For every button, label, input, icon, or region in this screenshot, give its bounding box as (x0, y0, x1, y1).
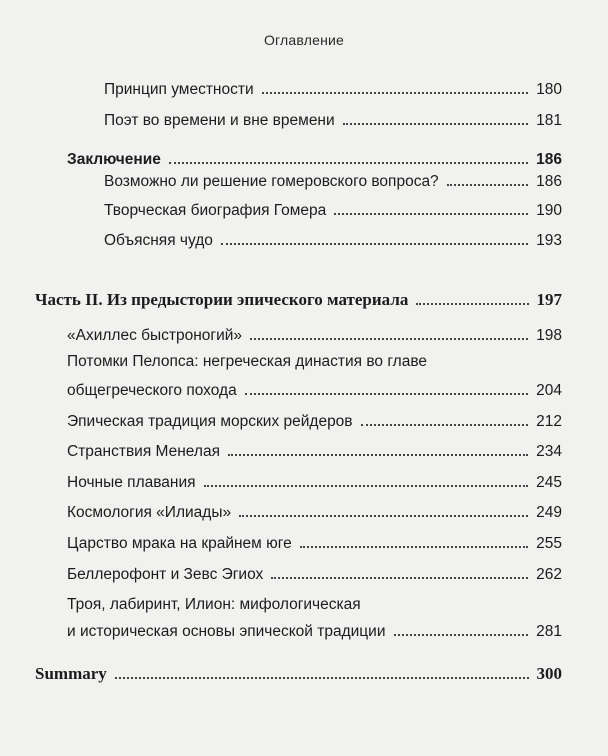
toc-entry-title: Объясняя чудо (104, 232, 213, 249)
dot-leader (343, 123, 528, 125)
toc-entry-page: 186 (536, 173, 562, 190)
toc-entry[interactable] (67, 321, 562, 345)
toc-entry-title: общегреческого похода (67, 382, 237, 399)
toc-entry-page: 197 (536, 290, 562, 309)
toc-entry-title: Summary (35, 664, 107, 683)
toc-entry-page: 255 (536, 535, 562, 552)
toc-entry-title: Принцип уместности (104, 81, 254, 98)
toc-entry[interactable] (67, 407, 562, 431)
toc-entry-title: Часть II. Из предыстории эпического материала (35, 290, 409, 309)
toc-entry-page: 198 (536, 327, 562, 344)
dot-leader (300, 546, 528, 548)
toc-entry-title: Возможно ли решение гомеровского вопроса? (104, 173, 439, 190)
dot-leader (262, 92, 529, 94)
dot-leader (204, 485, 529, 487)
dot-leader (447, 184, 528, 186)
dot-leader (334, 213, 528, 215)
toc-entry-page: 186 (536, 151, 562, 168)
page-header: Оглавление (263, 32, 345, 48)
dot-leader (361, 424, 529, 426)
toc-entry[interactable] (104, 75, 562, 99)
dot-leader (221, 243, 528, 245)
toc-entry[interactable] (104, 106, 562, 130)
dot-leader (245, 393, 528, 395)
toc-entry-title: Заключение (67, 151, 161, 168)
toc-entry[interactable] (67, 498, 562, 522)
dot-leader (271, 577, 528, 579)
toc-entry-title: Ночные плавания (67, 474, 196, 491)
dot-leader (250, 338, 528, 340)
dot-leader (394, 634, 529, 636)
toc-entry-page: 300 (536, 664, 562, 683)
toc-entry-page: 245 (536, 474, 562, 491)
toc-entry-page: 204 (536, 382, 562, 399)
toc-entry-title-line1: Потомки Пелопса: негреческая династия во главе (67, 353, 428, 370)
toc-entry-title: Беллерофонт и Зевс Эгиох (67, 566, 264, 583)
toc-entry-page: 180 (536, 81, 562, 98)
toc-entry-page: 181 (536, 112, 562, 129)
toc-entry-page: 193 (536, 232, 562, 249)
toc-entry-title: «Ахиллес быстроногий» (67, 327, 243, 344)
toc-entry-page: 249 (536, 504, 562, 521)
dot-leader (228, 454, 528, 456)
toc-entry-page: 212 (536, 413, 562, 430)
toc-entry-title: Космология «Илиады» (67, 504, 232, 521)
toc-entry-page: 281 (536, 623, 562, 640)
toc-entry[interactable] (67, 617, 562, 641)
dot-leader (416, 303, 528, 305)
toc-entry[interactable] (67, 529, 562, 553)
toc-entry[interactable] (67, 376, 562, 400)
toc-entry-title: Эпическая традиция морских рейдеров (67, 413, 353, 430)
dot-leader (115, 677, 529, 679)
toc-entry-title: Творческая биография Гомера (104, 202, 327, 219)
toc-entry[interactable] (104, 196, 562, 220)
toc-entry-page: 190 (536, 202, 562, 219)
toc-entry-title-line1: Троя, лабиринт, Илион: мифологическая (67, 596, 361, 613)
toc-entry[interactable] (67, 560, 562, 584)
toc-entry[interactable] (67, 437, 562, 461)
dot-leader (239, 515, 528, 517)
toc-entry-page: 234 (536, 443, 562, 460)
toc-summary[interactable] (35, 660, 562, 684)
toc-entry[interactable] (104, 167, 562, 191)
toc-entry-page: 262 (536, 566, 562, 583)
toc-entry[interactable] (67, 468, 562, 492)
dot-leader (169, 162, 528, 164)
toc-entry-title: Странствия Менелая (67, 443, 220, 460)
toc-entry[interactable] (104, 226, 562, 250)
toc-entry-title: Поэт во времени и вне времени (104, 112, 335, 129)
toc-entry-title: Царство мрака на крайнем юге (67, 535, 292, 552)
toc-entry-title: и историческая основы эпической традиции (67, 623, 386, 640)
toc-chapter[interactable] (67, 145, 562, 169)
toc-part[interactable] (35, 286, 562, 310)
